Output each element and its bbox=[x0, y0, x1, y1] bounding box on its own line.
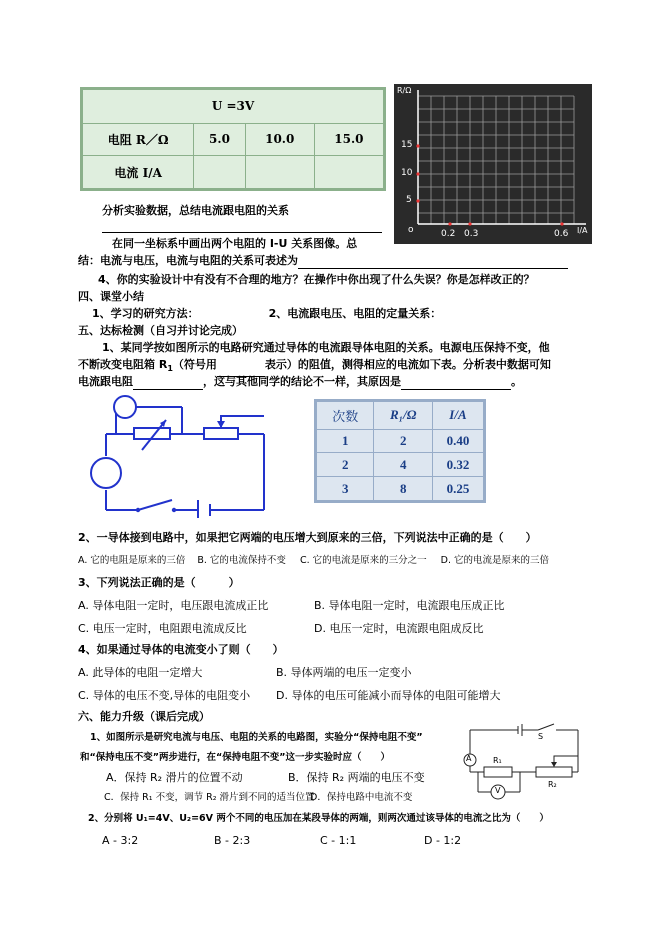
q6-2-option-b: B - 2:3 bbox=[214, 834, 251, 847]
graph-x-tick: 0.3 bbox=[464, 229, 479, 239]
table2-cell: 8 bbox=[374, 477, 432, 501]
answer-blank-line bbox=[102, 232, 382, 233]
question-4-option-d: D. 导体的电压可能减小而导体的电阻可能增大 bbox=[276, 689, 501, 702]
r1-label: R₁ bbox=[493, 756, 502, 765]
data-table-resistance-current bbox=[314, 399, 486, 503]
table1-i-cell bbox=[314, 156, 383, 189]
question-3-option-b: B. 导体电阻一定时，电流跟电压成正比 bbox=[314, 599, 505, 612]
q6-1-option-c: C．保持 R₁ 不变，调节 R₂ 滑片到不同的适当位置 bbox=[104, 792, 315, 803]
q6-2-stem: 2、分别将 U₁=4V、U₂=6V 两个不同的电压加在某段导体的两端，则两次通过该导体的电流之比为（ ） bbox=[88, 813, 549, 824]
circuit-diagram-2 bbox=[458, 720, 588, 806]
table2-cell: 0.25 bbox=[432, 477, 483, 501]
q6-1-stem-a: 1、如图所示是研究电流与电压、电阻的关系的电路图，实验分“保持电阻不变” bbox=[90, 732, 423, 743]
table1-r-label: 电阻 R／Ω bbox=[83, 123, 194, 156]
question-3-option-a: A. 导体电阻一定时，电压跟电流成正比 bbox=[78, 599, 269, 612]
table1-i-cell bbox=[245, 156, 314, 189]
q6-1-stem-b: 和“保持电压不变”两步进行，在“保持电阻不变”这一步实验时应（ ） bbox=[80, 752, 390, 763]
table2-header: 次数 bbox=[317, 402, 374, 430]
question-3-stem: 3、下列说法正确的是（ ） bbox=[78, 576, 240, 589]
data-table-voltage-constant bbox=[80, 87, 386, 191]
question-2-stem: 2、一导体接到电路中，如果把它两端的电压增大到原来的三倍，下列说法中正确的是（ ） bbox=[78, 531, 537, 544]
table2-header: I/A bbox=[432, 402, 483, 430]
graph-y-tick: 10 bbox=[401, 168, 413, 178]
table2-cell: 0.32 bbox=[432, 453, 483, 477]
r-i-graph bbox=[394, 84, 592, 244]
table2-cell: 0.40 bbox=[432, 429, 483, 453]
analyze-line: 分析实验数据，总结电流跟电阻的关系 bbox=[102, 204, 289, 217]
section-6-title: 六、能力升级（课后完成） bbox=[78, 710, 210, 723]
problem-1-line-b: 不断改变电阻箱 $R_1$（符号用 表示）的阻值，测得相应的电流如下表。分析表中数据可知 bbox=[78, 357, 551, 377]
question-4-option-c: C. 导体的电压不变,导体的电阻变小 bbox=[78, 689, 251, 702]
graph-x-tick: 0.2 bbox=[441, 229, 456, 239]
table1-i-label: 电流 I/A bbox=[83, 156, 194, 189]
voltmeter-label: V bbox=[495, 786, 501, 795]
table1-r-value: 10.0 bbox=[245, 123, 314, 156]
q6-2-option-a: A - 3:2 bbox=[102, 834, 139, 847]
summary-method: 1、学习的研究方法： 2、电流跟电压、电阻的定量关系： bbox=[92, 307, 442, 320]
question-3-option-d: D. 电压一定时，电流跟电阻成反比 bbox=[314, 622, 484, 635]
circuit-diagram-1 bbox=[86, 394, 276, 518]
graph-y-label: R/Ω bbox=[397, 86, 412, 95]
q6-2-option-c: C - 1:1 bbox=[320, 834, 357, 847]
question-4-stem: 4、如果通过导体的电流变小了则（ ） bbox=[78, 643, 284, 656]
question-3-option-c: C. 电压一定时，电阻跟电流成反比 bbox=[78, 622, 247, 635]
switch-label: S bbox=[538, 732, 544, 741]
table2-cell: 3 bbox=[317, 477, 374, 501]
section-4-title: 四、课堂小结 bbox=[78, 290, 144, 303]
section-5-title: 五、达标检测（自习并讨论完成） bbox=[78, 324, 243, 337]
q6-1-option-a: A．保持 R₂ 滑片的位置不动 bbox=[106, 771, 243, 784]
table2-cell: 1 bbox=[317, 429, 374, 453]
graph-y-tick: 5 bbox=[406, 195, 412, 205]
graph-x-tick: 0.6 bbox=[554, 229, 569, 239]
table1-i-cell bbox=[194, 156, 245, 189]
question-4-option-a: A. 此导体的电阻一定增大 bbox=[78, 666, 203, 679]
graph-origin: o bbox=[408, 225, 414, 235]
draw-graph-line: 在同一坐标系中画出两个电阻的 I-U 关系图像。总 bbox=[112, 237, 358, 250]
table2-cell: 2 bbox=[374, 429, 432, 453]
problem-1-line-c: 电流跟电阻 ，这与其他同学的结论不一样，其原因是 。 bbox=[78, 375, 522, 388]
table1-r-value: 5.0 bbox=[194, 123, 245, 156]
ammeter-label: A bbox=[466, 754, 472, 763]
question-2-options: A. 它的电阻是原来的三倍 B. 它的电流保持不变 C. 它的电流是原来的三分之一 D. 它的电流是原来的三倍 bbox=[78, 555, 549, 566]
table1-r-value: 15.0 bbox=[314, 123, 383, 156]
graph-y-tick: 15 bbox=[401, 140, 413, 150]
q6-1-option-b: B．保持 R₂ 两端的电压不变 bbox=[288, 771, 425, 784]
question-4-option-b: B. 导体两端的电压一定变小 bbox=[276, 666, 412, 679]
graph-x-label: I/A bbox=[577, 226, 588, 235]
r2-label: R₂ bbox=[548, 780, 557, 789]
conclusion-line: 结：电流与电压，电流与电阻的关系可表述为 bbox=[78, 253, 568, 269]
question-4-reflection: 4、你的实验设计中有没有不合理的地方？在操作中你出现了什么失误？你是怎样改正的？ bbox=[98, 273, 535, 286]
table1-header: U =3V bbox=[83, 90, 384, 124]
q6-1-option-d: D．保持电路中电流不变 bbox=[310, 792, 413, 803]
table2-cell: 2 bbox=[317, 453, 374, 477]
table2-cell: 4 bbox=[374, 453, 432, 477]
q6-2-option-d: D - 1:2 bbox=[424, 834, 462, 847]
problem-1-line-a: 1、某同学按如图所示的电路研究通过导体的电流跟导体电阻的关系。电源电压保持不变，他 bbox=[102, 341, 550, 354]
table2-header: R₁/Ω bbox=[374, 402, 432, 430]
